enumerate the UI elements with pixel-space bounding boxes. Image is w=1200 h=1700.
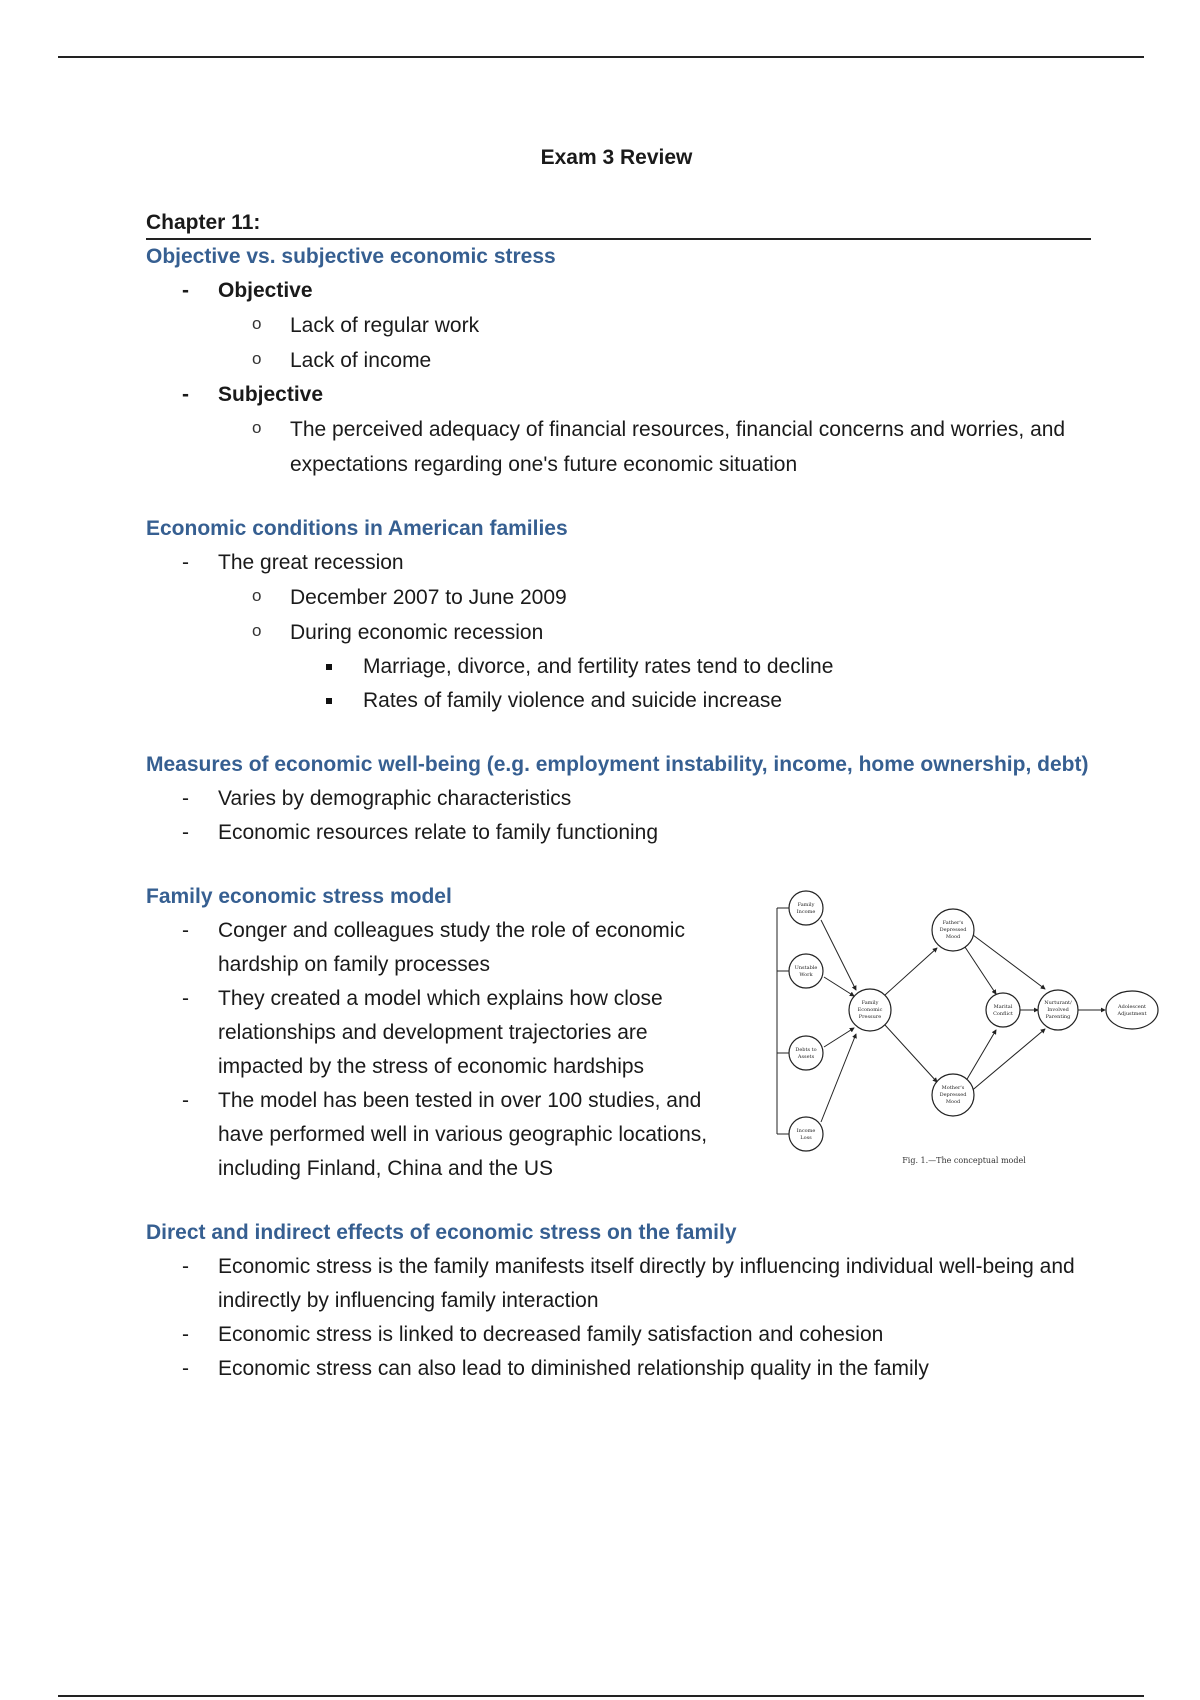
list-item: - Economic stress is the family manifests itself directly by influencing individual well-being and indirectly by influencing family interaction [146, 1250, 1091, 1318]
section-measures [146, 748, 1091, 850]
node-label: Unstable [794, 965, 818, 971]
conceptual-model-diagram [770, 888, 1180, 1174]
path-arrow [821, 920, 856, 990]
node-adolescent-adjustment [1106, 991, 1158, 1029]
page-bottom-rule [58, 1695, 1144, 1697]
list-item: - The model has been tested in over 100 studies, and have performed well in various geographic locations, including Finland, China and the US [146, 1084, 731, 1186]
section-heading: Family economic stress model [146, 885, 452, 908]
node-label: Income [796, 909, 816, 915]
list-item: o Lack of regular work [218, 308, 1091, 343]
great-recession-label: The great recession [218, 551, 404, 574]
section-heading: Economic conditions in American families [146, 517, 568, 540]
document-title: Exam 3 Review [540, 146, 693, 169]
node-label: Marital [993, 1004, 1013, 1010]
node-label: Involved [1047, 1007, 1069, 1013]
list-item: - Economic resources relate to family functioning [146, 816, 1091, 850]
list-item [146, 546, 1091, 718]
list-item [146, 274, 1091, 378]
node-income-loss [789, 1117, 823, 1151]
path-arrow [821, 1034, 856, 1122]
node-debts-assets [789, 1036, 823, 1070]
section-heading: Objective vs. subjective economic stress [146, 245, 556, 268]
node-unstable-work [789, 954, 823, 988]
node-label: Father's [942, 920, 964, 926]
node-label: Depressed [939, 927, 967, 933]
list-item: o December 2007 to June 2009 [218, 580, 1091, 615]
section-heading: Direct and indirect effects of economic stress on the family [146, 1221, 737, 1244]
path-arrow [963, 944, 996, 994]
list-item: - Conger and colleagues study the role of economic hardship on family processes [146, 914, 731, 982]
section-direct-indirect [146, 1216, 1091, 1386]
path-arrow [969, 1029, 1045, 1093]
list-item: o The perceived adequacy of financial resources, financial concerns and worries, and expectations regarding one's future economic situation [218, 412, 1091, 482]
node-label: Work [799, 972, 813, 978]
node-label: Conflict [993, 1011, 1013, 1017]
node-label: Assets [797, 1054, 815, 1060]
node-label: Parenting [1045, 1014, 1071, 1020]
figure-caption: Fig. 1.—The conceptual model [902, 1156, 1026, 1165]
section-objective-subjective [146, 240, 1091, 482]
node-label: Adolescent [1118, 1004, 1146, 1010]
conceptual-model-figure [770, 888, 1180, 1174]
list-item: - Varies by demographic characteristics [146, 782, 1091, 816]
node-label: Depressed [939, 1092, 967, 1098]
section-heading: Measures of economic well-being (e.g. employment instability, income, home ownership, debt) [146, 753, 1089, 776]
chapter-heading: Chapter 11: [146, 210, 1091, 240]
recession-label: During economic recession [290, 621, 544, 644]
list-item: - Economic stress is linked to decreased family satisfaction and cohesion [146, 1318, 1091, 1352]
list-item [218, 615, 1091, 718]
list-item: Marriage, divorce, and fertility rates tend to decline [290, 650, 1091, 684]
path-arrow [885, 948, 937, 995]
path-arrow [824, 977, 854, 996]
node-label: Pressure [858, 1014, 882, 1020]
node-label: Nurturant/ [1044, 1000, 1072, 1006]
path-arrow [969, 932, 1045, 989]
node-family-income [789, 891, 823, 925]
node-label: Debts to [795, 1047, 817, 1053]
node-marital-conflict [986, 993, 1020, 1027]
objective-label: Objective [218, 279, 313, 302]
path-arrow [824, 1028, 854, 1047]
list-item: - Economic stress can also lead to diminished relationship quality in the family [146, 1352, 1091, 1386]
list-item: o Lack of income [218, 343, 1091, 378]
document-body [146, 210, 1091, 1416]
node-label: Family [797, 902, 815, 908]
node-label: Mother's [941, 1085, 965, 1091]
node-label: Adjustment [1117, 1011, 1147, 1017]
subjective-label: Subjective [218, 383, 324, 406]
page-top-rule [58, 56, 1144, 58]
node-label: Family [861, 1000, 879, 1006]
list-item: Rates of family violence and suicide increase [290, 684, 1091, 718]
node-label: Income [796, 1128, 816, 1134]
path-arrow [963, 1030, 996, 1086]
node-label: Mood [945, 1099, 961, 1105]
path-arrow [885, 1025, 937, 1082]
section-economic-conditions [146, 512, 1091, 718]
list-item [146, 378, 1091, 482]
node-label: Loss [800, 1135, 812, 1141]
node-label: Economic [857, 1007, 883, 1013]
node-label: Mood [945, 934, 961, 940]
list-item: - They created a model which explains how close relationships and development trajectories are impacted by the stress of economic hardships [146, 982, 731, 1084]
